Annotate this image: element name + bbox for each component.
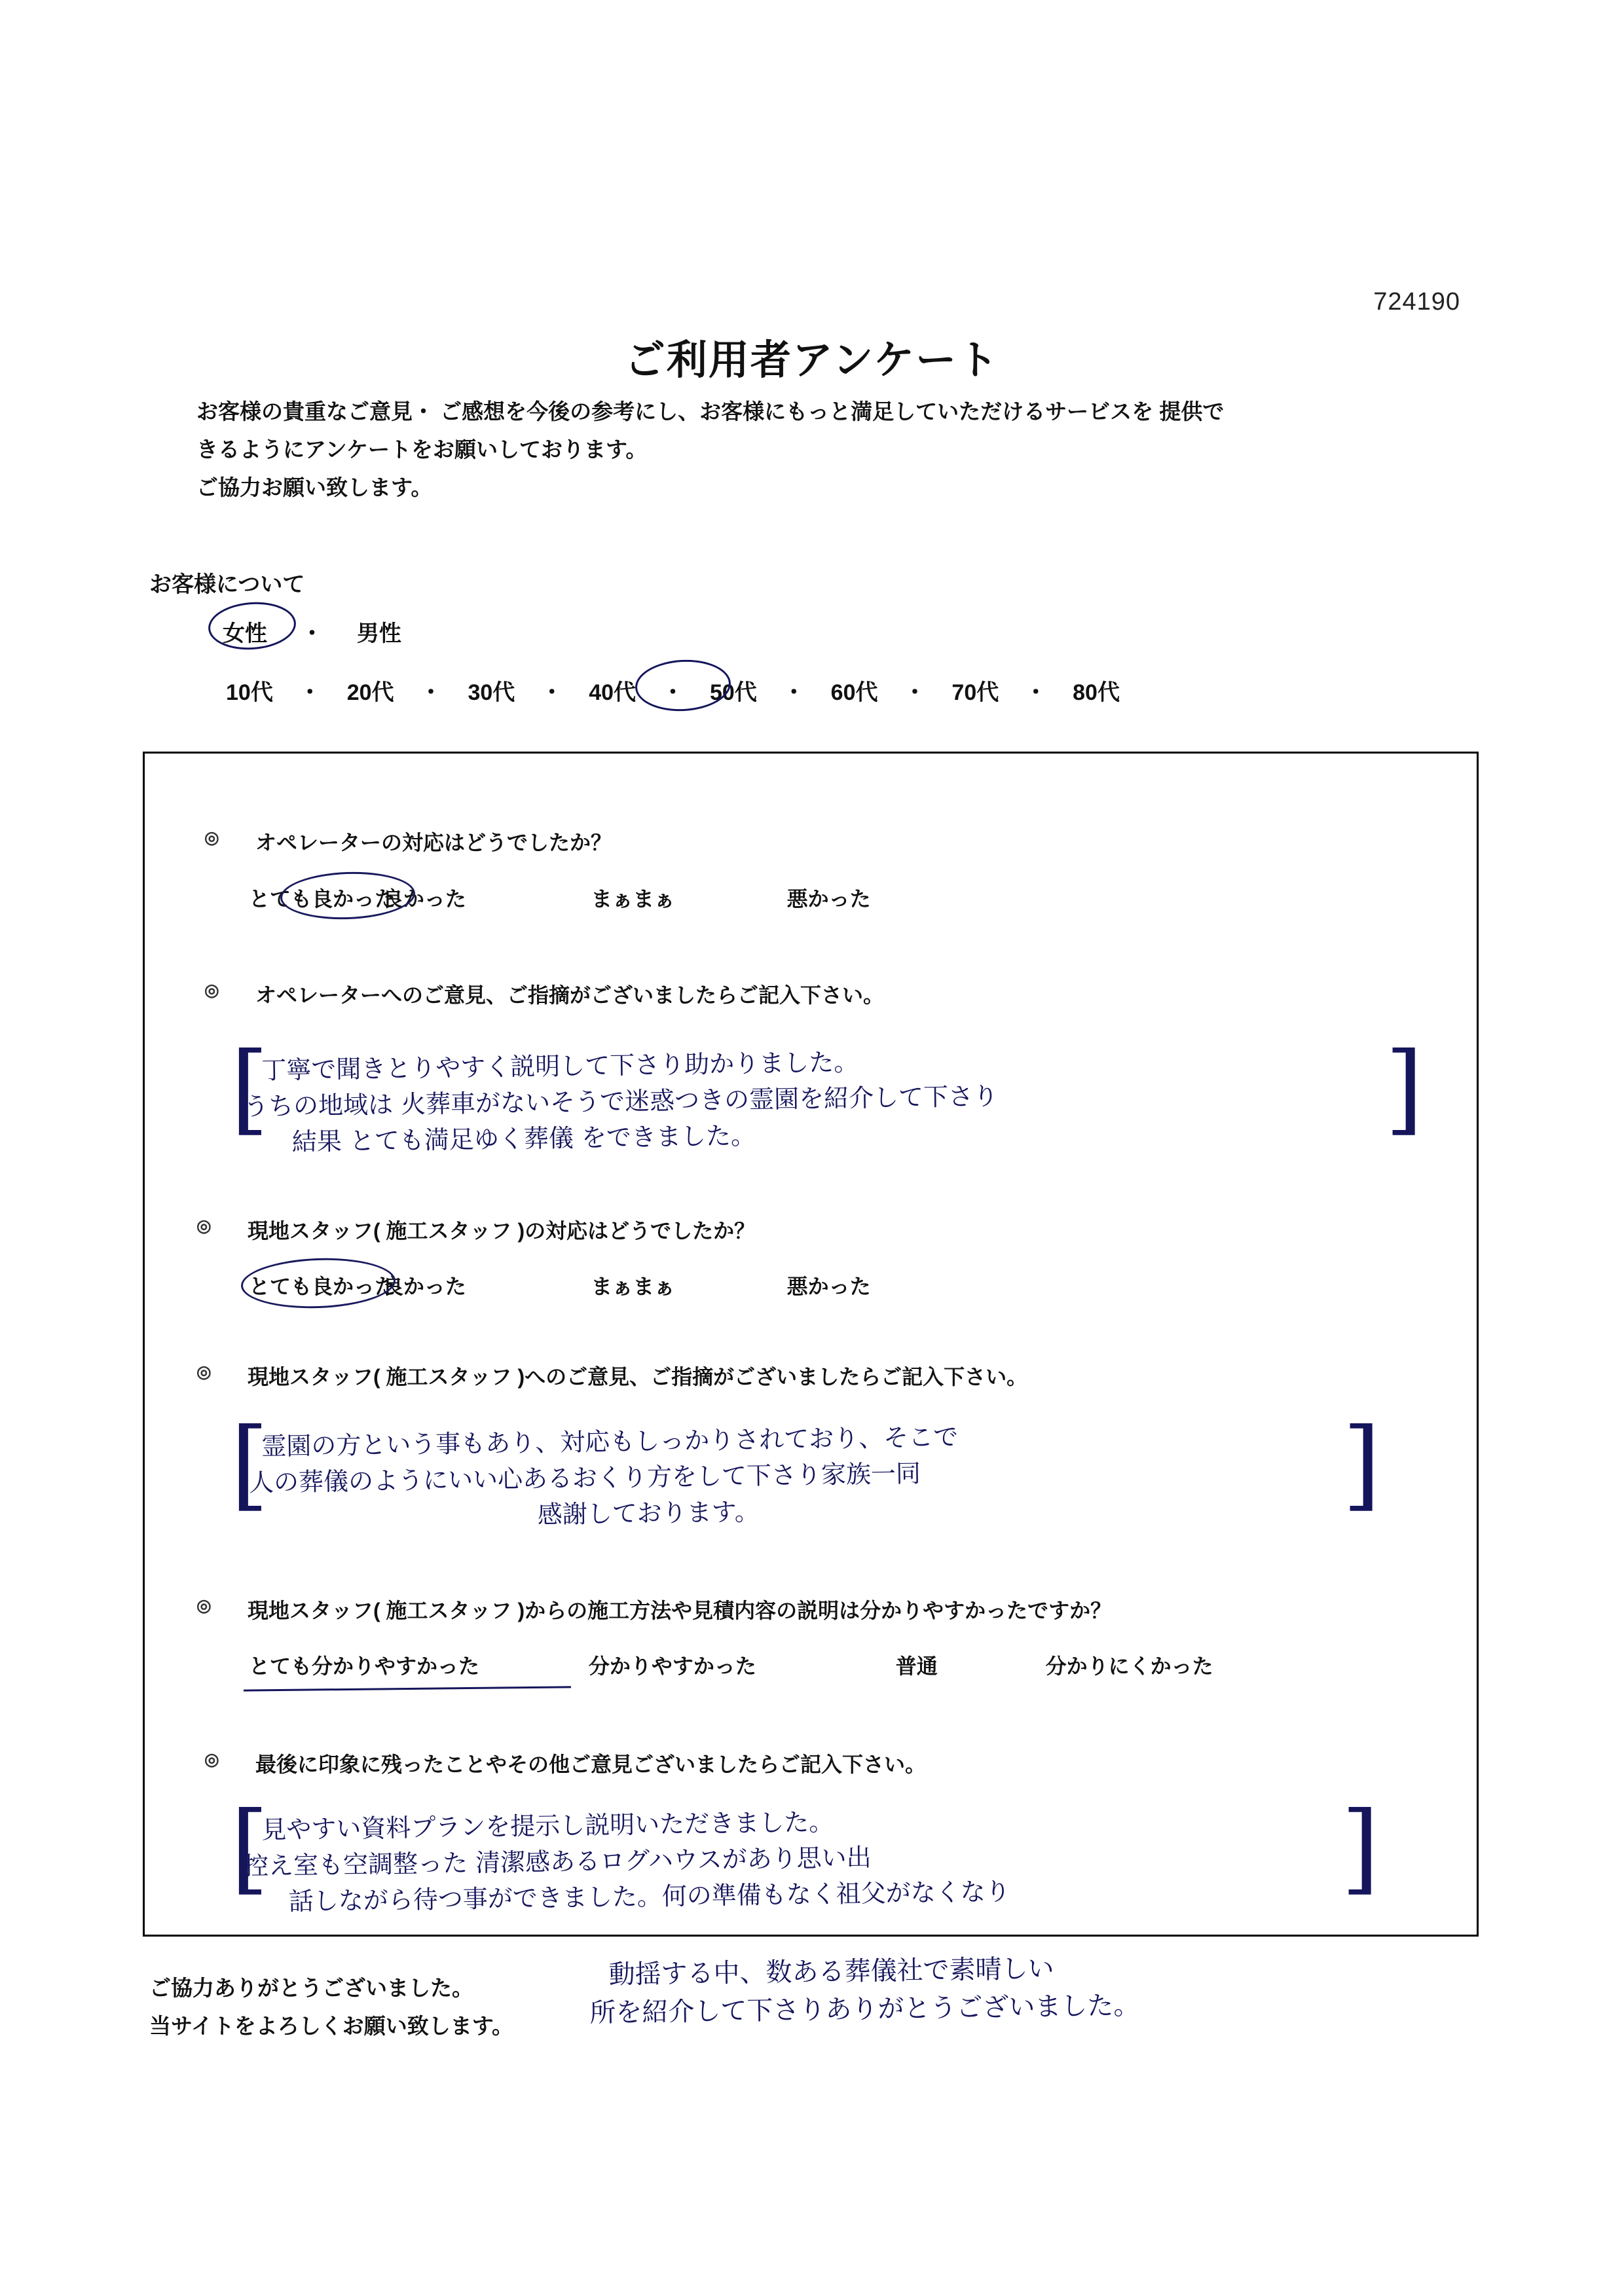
page-title: ご利用者アンケート <box>624 338 1000 383</box>
age-separator-4: ・ <box>661 680 684 705</box>
bullet-icon: ◎ <box>204 1749 219 1769</box>
answer-bracket-right: ] <box>1385 1032 1424 1146</box>
footer-line-1: ご協力ありがとうございました。 <box>149 1976 473 2000</box>
answer-bracket-left: [ <box>231 1791 269 1905</box>
bullet-icon: ◎ <box>204 980 219 1000</box>
footer <box>149 1969 513 2045</box>
q1-choice-3[interactable]: まぁまぁ <box>591 887 675 911</box>
question-5-choices <box>249 1650 1213 1680</box>
bullet-icon: ◎ <box>196 1362 212 1381</box>
age-option-30[interactable]: 30代 <box>468 680 515 705</box>
question-3-text: 現地スタッフ( 施工スタッフ )の対応はどうでしたか？ <box>248 1219 756 1243</box>
q4-answer-line-1: 霊園の方という事もあり、対応もしっかりされており、そこで <box>261 1422 959 1461</box>
age-option-20[interactable]: 20代 <box>346 680 394 705</box>
age-separator-6: ・ <box>903 680 926 705</box>
question-3 <box>196 1214 756 1245</box>
q5-choice-1[interactable]: とても分かりやすかった <box>249 1654 480 1678</box>
q3-choice-3[interactable]: まぁまぁ <box>591 1275 675 1298</box>
answer-bracket-right: ] <box>1341 1791 1380 1905</box>
gender-option-female[interactable]: 女性 <box>223 621 267 646</box>
intro-line-2: きるようにアンケートをお願いしております。 <box>196 437 648 462</box>
question-2-text: オペレーターへのご意見、ご指摘がございましたらご記入下さい。 <box>255 983 885 1007</box>
age-option-50[interactable]: 50代 <box>709 680 757 705</box>
gender-option-male[interactable]: 男性 <box>356 621 401 646</box>
q3-choice-4[interactable]: 悪かった <box>786 1275 871 1298</box>
answer-bracket-right: ] <box>1342 1408 1381 1522</box>
q2-answer-line-3: 結果 とても満足ゆく葬儀 をできました。 <box>291 1121 756 1157</box>
question-6-answer-overflow <box>589 1948 1140 2032</box>
q2-answer-line-1: 丁寧で聞きとりやすく説明して下さり助かりました。 <box>261 1048 859 1085</box>
about-customer-label: お客様について <box>149 572 305 597</box>
question-2 <box>204 979 885 1009</box>
age-separator-7: ・ <box>1024 680 1047 705</box>
age-separator-2: ・ <box>420 680 443 705</box>
age-separator-1: ・ <box>299 680 322 705</box>
question-5 <box>196 1594 1112 1624</box>
intro-line-1: お客様の貴重なご意見・ ご感想を今後の参考にし、お客様にもっと満足していただけるサービスを 提供で <box>196 399 1225 424</box>
q5-choice-2[interactable]: 分かりやすかった <box>588 1654 756 1678</box>
intro-paragraph <box>196 393 1441 506</box>
age-option-80[interactable]: 80代 <box>1073 680 1120 705</box>
gender-separator: ・ <box>301 621 323 646</box>
q3-choice-2[interactable]: 良かった <box>382 1275 466 1298</box>
question-3-choices <box>249 1270 871 1300</box>
age-separator-3: ・ <box>540 680 563 705</box>
age-options <box>226 674 1120 706</box>
q1-choice-4[interactable]: 悪かった <box>786 887 871 911</box>
question-1 <box>204 826 612 856</box>
answer-bracket-left: [ <box>231 1032 269 1146</box>
intro-line-3: ご協力お願い致します。 <box>196 475 433 500</box>
footer-line-2: 当サイトをよろしくお願い致します。 <box>149 2013 514 2038</box>
question-1-text: オペレーターの対応はどうでしたか？ <box>255 831 612 854</box>
q6-answer-extra-line-2: 所を紹介して下さりありがとうございました。 <box>589 1990 1140 2029</box>
q3-choice-1[interactable]: とても良かった <box>249 1275 396 1298</box>
bullet-icon: ◎ <box>196 1595 212 1615</box>
question-4-text: 現地スタッフ( 施工スタッフ )へのご意見、ご指摘がございましたらご記入下さい。 <box>248 1365 1028 1389</box>
q5-choice-3[interactable]: 普通 <box>895 1654 938 1678</box>
q5-choice-4[interactable]: 分かりにくかった <box>1045 1654 1213 1678</box>
bullet-icon: ◎ <box>204 828 219 847</box>
q6-answer-extra-line-1: 動揺する中、数ある葬儀社で素晴しい <box>608 1954 1054 1990</box>
question-4-answer <box>248 1419 959 1537</box>
gender-options <box>223 615 401 647</box>
question-1-choices <box>249 883 871 913</box>
q6-answer-line-2: 控え室も空調整った 清潔感あるログハウスがあり思い出 <box>243 1843 872 1881</box>
q2-answer-line-2: うちの地域は 火葬車がないそうで迷惑つきの霊園を紹介して下さり <box>243 1082 999 1121</box>
document-number: 724190 <box>1373 288 1460 316</box>
q4-answer-line-2: 人の葬儀のようにいい心あるおくり方をして下さり家族一同 <box>248 1459 921 1497</box>
age-separator-5: ・ <box>783 680 805 705</box>
q4-answer-line-3: 感謝しております。 <box>537 1497 760 1529</box>
bullet-icon: ◎ <box>196 1216 212 1235</box>
age-option-40[interactable]: 40代 <box>589 680 637 705</box>
q6-answer-line-1: 見やすい資料プランを提示し説明いただきました。 <box>261 1807 834 1844</box>
q1-choice-2[interactable]: 良かった <box>382 887 466 911</box>
q1-choice-1[interactable]: とても良かった <box>249 887 396 911</box>
q6-answer-line-3: 話しながら待つ事ができました。何の準備もなく祖父がなくなり <box>288 1877 1011 1916</box>
question-4 <box>196 1360 1028 1391</box>
question-6-answer <box>243 1802 1011 1920</box>
age-option-10[interactable]: 10代 <box>226 680 273 705</box>
question-2-answer <box>243 1042 999 1161</box>
question-5-text: 現地スタッフ( 施工スタッフ )からの施工方法や見積内容の説明は分かりやすかったですか？ <box>248 1599 1112 1622</box>
question-6-text: 最後に印象に残ったことやその他ご意見ございましたらご記入下さい。 <box>255 1753 927 1776</box>
question-6 <box>204 1748 927 1778</box>
age-option-60[interactable]: 60代 <box>830 680 878 705</box>
answer-bracket-left: [ <box>231 1408 269 1522</box>
age-option-70[interactable]: 70代 <box>951 680 999 705</box>
